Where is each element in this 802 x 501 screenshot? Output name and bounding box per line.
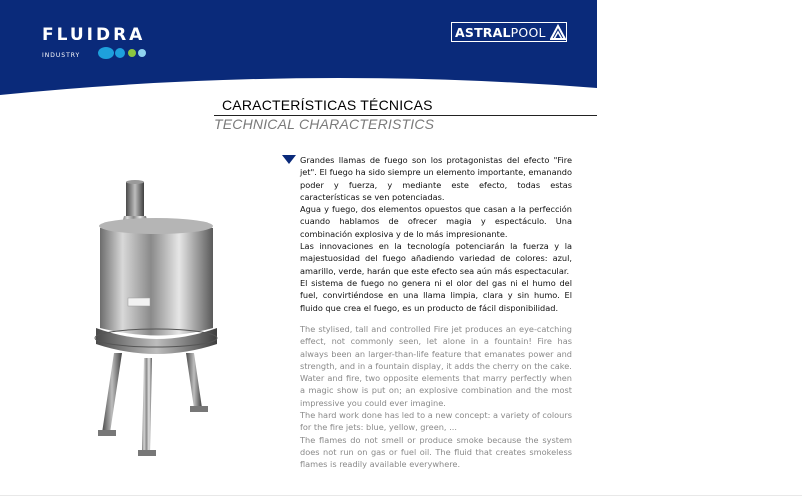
- english-paragraph-1: The stylised, tall and controlled Fire jet produces an eye-catching effect, not commonly seen, let alone in a fountain! Fire has always been an larger-than-life feature that emanates power and strength, and in a fountain display, it adds the cherry on the cake.: [300, 324, 572, 371]
- astral-logo-bold: ASTRAL: [455, 24, 511, 40]
- astralpool-logo: [451, 22, 567, 42]
- spanish-paragraph-2: Agua y fuego, dos elementos opuestos que casan a la perfección cuando hablamos de ofrecer magia y espectáculo. Una combinación explosiva y de lo más impresionante.: [300, 204, 572, 239]
- english-paragraph-2: Water and fire, two opposite elements that marry perfectly when a magic show is put on; an explosive combination and the most impressive you could ever imagine.: [300, 373, 572, 408]
- spanish-description: [300, 154, 572, 314]
- spanish-paragraph-1: Grandes llamas de fuego son los protagonistas del efecto "Fire jet". El fuego ha sido siempre un elemento importante, emanando poder y fuerza, y mediante este efecto, todas estas características se ven potenciadas.: [300, 155, 572, 202]
- astral-a-icon: [550, 24, 566, 40]
- fluidra-brand-name: FLUIDRA: [42, 25, 146, 45]
- fluidra-dots-icon: [94, 43, 154, 63]
- spanish-paragraph-3: Las innovaciones en la tecnología potenciarán la fuerza y la majestuosidad del fuego añadiendo variedad de colores: azul, amarillo, verde, harán que este efecto sea aún más espectacular.: [300, 241, 572, 276]
- fluidra-logo: [42, 25, 154, 63]
- spanish-paragraph-4: El sistema de fuego no genera ni el olor del gas ni el humo del fuel, convirtiéndose en una llama limpia, clara y sin humo. El fluido que crea el fuego, es un producto de fácil disponibilidad.: [300, 277, 572, 313]
- fluidra-brand-sub: INDUSTRY: [42, 51, 81, 59]
- title-spanish: CARACTERÍSTICAS TÉCNICAS: [222, 97, 433, 113]
- english-paragraph-3: The hard work done has led to a new concept: a variety of colours for the fire jets: blue, yellow, green, ...: [300, 410, 572, 433]
- astral-logo-light: POOL: [510, 24, 546, 40]
- title-english: TECHNICAL CHARACTERISTICS: [214, 116, 435, 132]
- page-bottom-edge: [0, 495, 802, 496]
- fire-jet-product-image: [90, 178, 230, 468]
- english-description: [300, 323, 572, 471]
- triangle-bullet-icon: [282, 155, 296, 165]
- english-paragraph-4: The flames do not smell or produce smoke because the system does not run on gas or fuel oil. The fluid that creates smokeless flames is readily available everywhere.: [300, 434, 572, 470]
